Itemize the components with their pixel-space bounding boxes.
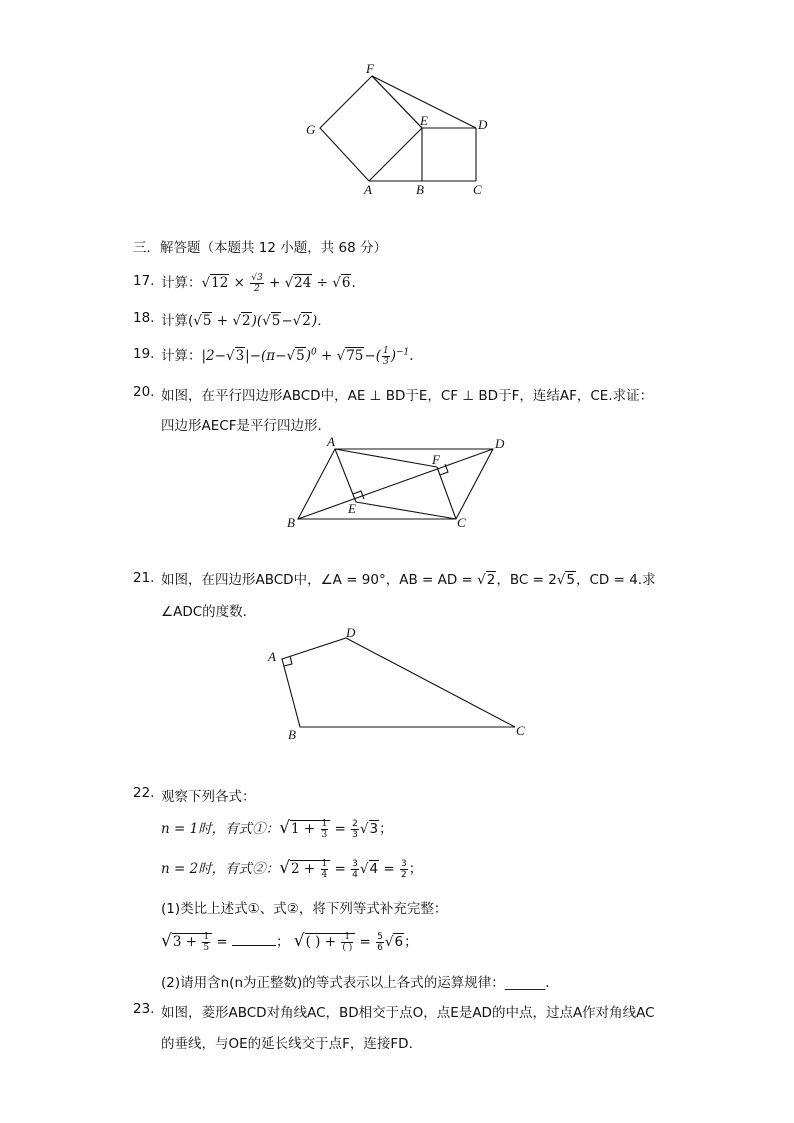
fig2-label-A: A [327,434,335,449]
fig1-label-B: B [416,182,424,197]
q21-number: 21. [133,570,155,586]
fig3-label-B: B [288,727,296,742]
fig2-label-F: F [432,452,440,467]
fig2-label-C: C [457,515,466,530]
q22-part2: (2)请用含n(n为正整数)的等式表示以上各式的运算规律：______. [161,975,550,991]
q23-number: 23. [133,1001,155,1017]
q19-expression: 计算：$|2-√3|-(\pi-√5)^0 + √75-$( $\frac{1}{3}$ )$^{-1}$. [161,346,414,367]
fig2-label-E: E [348,501,356,516]
q22-number: 22. [133,785,155,801]
section-title: 三．解答题（本题共 12 小题，共 68 分） [133,240,388,256]
q20-line1: 如图，在平行四边形ABCD中，AE ⊥ BD于E，CF ⊥ BD于F，连结AF，CE.求证： [161,388,654,404]
q18-number: 18. [133,310,155,326]
q22-formula-1: n = 1时，有式①：√1 + $\frac{1}{3}$ = $\frac{2}{3}$ √3； [161,818,393,840]
q17-number: 17. [133,273,155,289]
q23-line2: 的垂线，与OE的延长线交于点F，连接FD. [161,1036,413,1052]
q22-blank-1[interactable] [232,933,276,946]
q22-blanks: √3 + $\frac{1}{5}$ = ； √( ) + $\frac{1}{( )}$ = $\frac{5}{6}$ √6； [161,931,418,953]
fig3-label-C: C [516,723,525,738]
fig3-label-D: D [346,625,356,640]
fig1-label-E: E [420,113,428,128]
fig1-label-G: G [306,122,316,137]
fig3-label-A: A [268,649,276,664]
q20-line2: 四边形AECF是平行四边形． [161,418,331,434]
q23-line1: 如图，菱形ABCD对角线AC，BD相交于点O，点E是AD的中点，过点A作对角线AC [161,1005,655,1021]
q22-formula-2: n = 2时，有式②：√2 + $\frac{1}{4}$ = $\frac{3}{4}$ √4 = $\frac{3}{2}$ ； [161,858,423,880]
q17-expression: 计算：√12 × $\frac{√3}{2}$ + √24 ÷ √6. [161,273,356,294]
fig1-label-F: F [366,61,374,76]
q21-line2: ∠ADC的度数． [161,604,257,620]
q21-line1: 如图，在四边形ABCD中，∠A = 90°，AB = AD = √2，BC = 2√5，CD = 4.求 [161,572,656,588]
fig1-label-C: C [473,182,482,197]
fig1-label-A: A [364,182,372,197]
q22-part1: (1)类比上述式①、式②，将下列等式补充完整： [161,901,448,917]
fig2-label-B: B [287,515,295,530]
q20-number: 20. [133,384,155,400]
q18-expression: 计算(√5 + √2)(√5−√2)． [161,313,331,329]
fig3-quadrilateral-ABCD [282,638,515,727]
fig1-label-D: D [478,117,488,132]
fig2-label-D: D [495,436,505,451]
q22-intro: 观察下列各式： [161,789,256,805]
q19-number: 19. [133,346,155,362]
